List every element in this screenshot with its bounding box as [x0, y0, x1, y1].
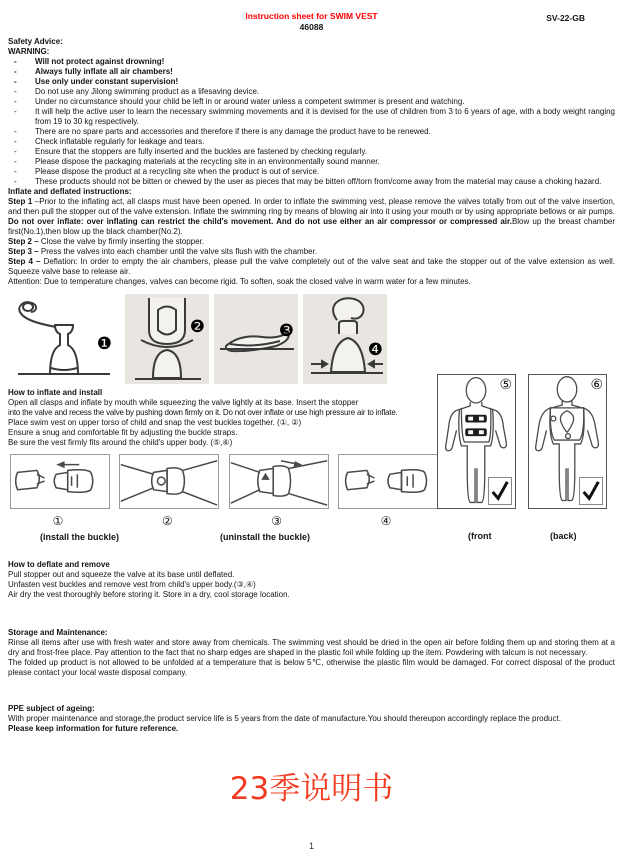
step-2-label: Step 2 –	[8, 237, 39, 247]
attention-note: Attention: Due to temperature changes, valves can become rigid. To soften, soak the closed valve in warm water for a few minutes.	[8, 277, 471, 287]
chinese-note: 23季说明书	[229, 771, 394, 807]
deflate-remove-heading: How to deflate and remove	[8, 560, 110, 570]
warning-bullet: - There are no spare parts and accessories and therefore if there is any damage the product have to be renewed.	[8, 127, 615, 137]
warning-bullet: - It will help the active user to learn the necessary swimming movements and it is devised for the use of children from 3 to 6 years of age, with a body weight ranging from 19 to 30 kg respectively.	[8, 107, 615, 127]
inflate-instructions-heading: Inflate and deflated instructions:	[8, 187, 132, 197]
inflate-install-line: Open all clasps and inflate by mouth while squeezing the valve lightly at its base. Insert the stopper	[8, 398, 359, 408]
step-4	[8, 257, 615, 277]
squeeze-valve-icon	[303, 294, 387, 384]
inflate-install-line: Ensure a snug and comfortable fit by adjusting the buckle straps.	[8, 428, 238, 438]
deflate-remove-line: Air dry the vest thoroughly before storing it. Store in a dry, cool storage location.	[8, 590, 290, 600]
ppe-keep-info-line: Please keep information for future reference.	[8, 724, 179, 734]
deflate-remove-line: Pull stopper out and squeeze the valve at its base until deflated.	[8, 570, 235, 580]
front-figure-number: ⑤	[499, 376, 512, 392]
warning-bullet: - Ensure that the stoppers are fully inserted and the buckles are fastened by checking regularly.	[8, 147, 615, 157]
warning-bullet: - Do not use any Jilong swimming product as a lifesaving device.	[8, 87, 615, 97]
step-3-text: Press the valves into each chamber until the valve sits flush with the chamber.	[38, 247, 318, 257]
valve-step-number: ❹	[367, 340, 383, 360]
page-title: Instruction sheet for SWIM VEST	[245, 11, 378, 21]
step-3-label: Step 3 –	[8, 247, 39, 257]
buckle-step-number: ①	[52, 514, 64, 529]
warning-bullet: - Under no circumstance should your child be left in or around water unless a competent swimmer is present and watching.	[8, 97, 615, 107]
storage-section	[8, 628, 615, 678]
warning-bullet: - These products should not be bitten or chewed by the user as pieces that may be bitten off/torn from/come away from the material may cause a choking hazard.	[8, 177, 615, 187]
valve-insert-stopper-icon	[125, 294, 209, 384]
buckle-captions	[8, 532, 436, 546]
storage-heading: Storage and Maintenance:	[8, 628, 108, 638]
buckle-step-1-box	[10, 454, 110, 509]
inflate-install-line: Place swim vest on upper torso of child and snap the vest buckles together. (①, ②)	[8, 418, 302, 428]
valve-step-2-panel	[125, 294, 209, 384]
back-figure-number: ⑥	[590, 376, 603, 392]
ppe-section	[8, 704, 615, 734]
back-view-box	[528, 374, 607, 509]
buckle-release-icon	[230, 455, 328, 508]
storage-paragraph: The folded up product is not allowed to be unfolded at a temperature that is below 5℃, otherwise the plastic film would be damaged. For correct disposal of the product please contact your local waste disposal company.	[8, 658, 615, 678]
item-number: 46088	[299, 21, 324, 32]
body-figures	[437, 374, 607, 545]
inflate-install-line: into the valve and recess the valve by pushing down firmly on it. Do not over inflate or use high pressure air to inflate.	[8, 408, 398, 418]
valve-step-number: ❶	[96, 334, 112, 354]
checkmark-icon	[488, 477, 512, 505]
warning-bullet: - Please dispose the product at a recycling site when the product is out of service.	[8, 167, 615, 177]
checkmark-icon	[579, 477, 603, 505]
buckle-illustrations	[10, 454, 438, 509]
ppe-heading: PPE subject of ageing:	[8, 704, 95, 714]
valve-step-1-panel	[10, 294, 120, 384]
buckle-connected-icon	[120, 455, 218, 508]
model-code: SV-22-GB	[546, 13, 585, 23]
step-1-label: Step 1	[8, 197, 33, 207]
inflate-install-heading: How to inflate and install	[8, 388, 103, 398]
inflate-instructions-section	[8, 187, 615, 287]
buckle-step-4-box	[338, 454, 438, 509]
valve-step-4-panel	[303, 294, 387, 384]
buckle-step-number: ③	[271, 514, 283, 529]
step-1-text-2: Blow up the breast chamber first(No.1),then blow up the black chamber(No.2).	[8, 217, 616, 237]
deflate-remove-line: Unfasten vest buckles and remove vest from child's upper body.(③,④)	[8, 580, 256, 590]
step-4-label: Step 4 –	[8, 257, 41, 267]
buckle-insert-icon	[11, 455, 109, 508]
inflate-install-section	[8, 388, 440, 448]
valve-step-number: ❸	[278, 321, 294, 341]
inflate-install-line: Be sure the vest firmly fits around the child's upper body. (⑤,⑥)	[8, 438, 233, 448]
back-label: (back)	[550, 531, 577, 541]
safety-heading: Safety Advice:	[8, 37, 63, 47]
header	[0, 0, 623, 32]
storage-paragraph: Rinse all items after use with fresh water and store away from chemicals. The swimming vest should be dried in the open air before folding them up and storing them at a dry and frost-free place. Pay attention to the fact that no sharp edges are shaped in the plastic foil while folding up the item. Powdering with talcum is not necessary.	[8, 638, 615, 658]
buckle-step-number: ④	[380, 514, 392, 529]
step-2	[8, 237, 615, 247]
step-4-text: Deflation: In order to empty the air chambers, please pull the valve completely out of the valve seat and take the stopper out of the valve extension as well. Squeeze valve base to release air.	[8, 257, 615, 277]
page-number: 1	[308, 841, 314, 851]
warning-bullet: - Check inflatable regularly for leakage and tears.	[8, 137, 615, 147]
front-view-box	[437, 374, 516, 509]
uninstall-buckle-label: (uninstall the buckle)	[220, 532, 311, 543]
warning-bullet: - Will not protect against drowning!	[8, 57, 615, 67]
step-2-text: Close the valve by firmly inserting the stopper.	[38, 237, 205, 247]
deflate-remove-section	[8, 560, 440, 600]
warning-bullet: - Please dispose the packaging materials at the recycling site in an environmentally sound manner.	[8, 157, 615, 167]
step-1	[8, 197, 615, 237]
safety-advice-section	[8, 37, 615, 187]
warning-bullet: - Use only under constant supervision!	[8, 77, 615, 87]
buckle-step-3-box	[229, 454, 329, 509]
warning-bullet: - Always fully inflate all air chambers!	[8, 67, 615, 77]
step-1-bold-warning: Do not over inflate: over inflating can restrict the child's movement. And do not use either an air compressor or compressed air.	[8, 217, 512, 227]
buckle-step-2-box	[119, 454, 219, 509]
step-3	[8, 247, 615, 257]
front-label: (front	[468, 531, 492, 541]
buckle-step-number: ②	[161, 514, 173, 529]
step-1-text: –Prior to the inflating act, all clasps must have been opened. In order to inflate the swimming vest, please remove the valves totally from out of the valve insertion, and then pull the stopper out of the valve extension. Inflate the swimming ring by means of blowing air into it using your mouth or by using appropriate bellows or air pumps.	[8, 197, 615, 217]
buckle-separated-icon	[339, 455, 437, 508]
valve-step-number: ❷	[189, 317, 205, 337]
install-buckle-label: (install the buckle)	[40, 532, 120, 543]
valve-step-3-panel	[214, 294, 298, 384]
warning-heading: WARNING:	[8, 47, 50, 57]
ppe-line: With proper maintenance and storage,the product service life is 5 years from the date of manufacture.You should thereupon accordingly replace the product.	[8, 714, 561, 724]
buckle-step-numbers	[8, 514, 436, 529]
valve-illustrations	[10, 294, 615, 384]
